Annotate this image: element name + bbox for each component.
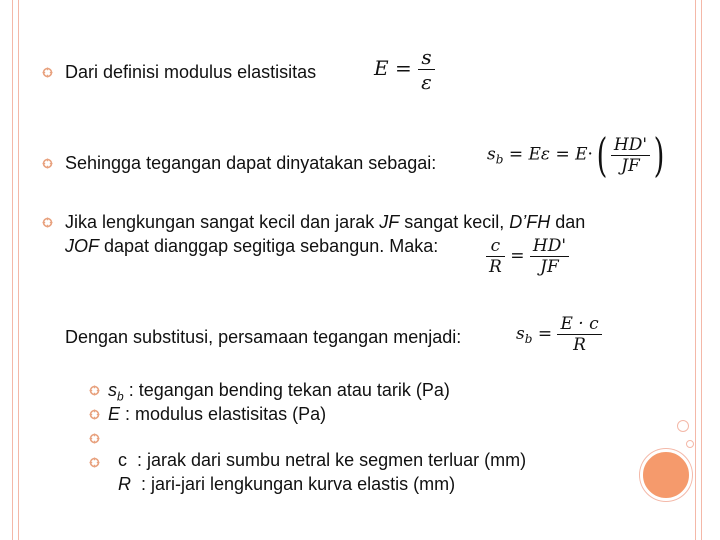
legend-symbol: R	[118, 474, 132, 494]
bullet-icon	[89, 409, 100, 420]
eq2-paren-close: )	[653, 128, 665, 182]
eq4-s: s	[516, 324, 525, 344]
eq4-den: R	[557, 334, 601, 355]
item-3-line-2	[65, 235, 438, 257]
item-3-dfh: D’FH	[509, 212, 551, 232]
frame-line-right-2	[701, 0, 702, 540]
legend-symbol: E	[108, 404, 121, 424]
accent-circle-small	[677, 420, 689, 432]
item-3-text-d: dapat dianggap segitiga sebangun. Maka:	[99, 236, 439, 256]
accent-circle	[640, 449, 692, 501]
eq1-fraction	[418, 45, 435, 94]
legend-desc: : modulus elastisitas (Pa)	[120, 404, 327, 424]
legend-desc: : jarak dari sumbu netral ke segmen terluar (mm)	[127, 450, 527, 470]
item-3-line-1	[65, 211, 585, 233]
eq2-den: JF	[611, 155, 650, 176]
eq4-equals: =	[537, 324, 553, 344]
eq2-paren-open: (	[596, 128, 608, 182]
bullet-icon	[42, 67, 53, 78]
eq2-equals-1: =	[508, 144, 524, 165]
eq2-fraction	[611, 135, 650, 176]
eq3-den1: R	[486, 256, 505, 277]
bullet-icon	[42, 217, 53, 228]
equation-final	[516, 314, 602, 355]
eq2-equals-2: =	[555, 144, 570, 165]
legend-desc: : tegangan bending tekan atau tarik (Pa)	[123, 380, 450, 400]
item-3-jof: JOF	[65, 236, 99, 256]
eq2-E: E	[575, 144, 588, 165]
eq2-sub: b	[495, 152, 504, 167]
legend-item-E	[108, 403, 326, 425]
eq2-dot: ·	[587, 144, 593, 165]
item-3-jf: JF	[379, 212, 400, 232]
item-3-text-c: dan	[550, 212, 586, 232]
eq4-sub: b	[524, 332, 533, 346]
eq3-fraction-2	[530, 236, 569, 277]
bullet-icon	[42, 158, 53, 169]
frame-line-left-1	[12, 0, 13, 540]
bullet-icon	[89, 457, 100, 468]
eq2-s: s	[487, 144, 496, 165]
item-2-text: Sehingga tegangan dapat dinyatakan sebagai:	[65, 153, 437, 173]
eq3-num1: c	[490, 236, 501, 256]
equation-similarity	[486, 236, 569, 277]
legend-item-R	[108, 451, 455, 495]
eq1-num: s	[421, 45, 432, 69]
eq4-num: E · c	[560, 314, 599, 334]
eq4-fraction	[557, 314, 601, 355]
eq1-den: ε	[418, 69, 435, 94]
eq2-mid: Eε	[528, 144, 551, 165]
item-1-text: Dari definisi modulus elastisitas	[65, 62, 317, 82]
legend-desc: : jari-jari lengkungan kurva elastis (mm)	[131, 474, 456, 494]
eq1-equals: =	[394, 56, 412, 80]
frame-line-right-1	[695, 0, 696, 540]
item-3-text-a: Jika lengkungan sangat kecil dan jarak	[65, 212, 380, 232]
bullet-icon	[89, 433, 100, 444]
equation-stress	[487, 128, 668, 182]
substitution-text: Dengan substitusi, persamaan tegangan menjadi:	[65, 327, 462, 347]
frame-line-left-2	[18, 0, 19, 540]
legend-symbol: s	[108, 380, 117, 400]
equation-modulus	[374, 45, 435, 94]
item-3-text-b: sangat kecil,	[399, 212, 510, 232]
eq3-equals: =	[510, 246, 525, 266]
accent-circle-tiny	[686, 440, 694, 448]
eq3-den2: JF	[530, 256, 569, 277]
eq3-fraction-1	[486, 236, 505, 277]
eq2-num: HD'	[613, 134, 648, 155]
legend-symbol: c	[118, 450, 128, 470]
eq3-num2: HD'	[532, 236, 567, 256]
bullet-icon	[89, 385, 100, 396]
legend-symbol-sub: b	[117, 389, 124, 404]
eq1-lhs: E	[374, 56, 389, 80]
